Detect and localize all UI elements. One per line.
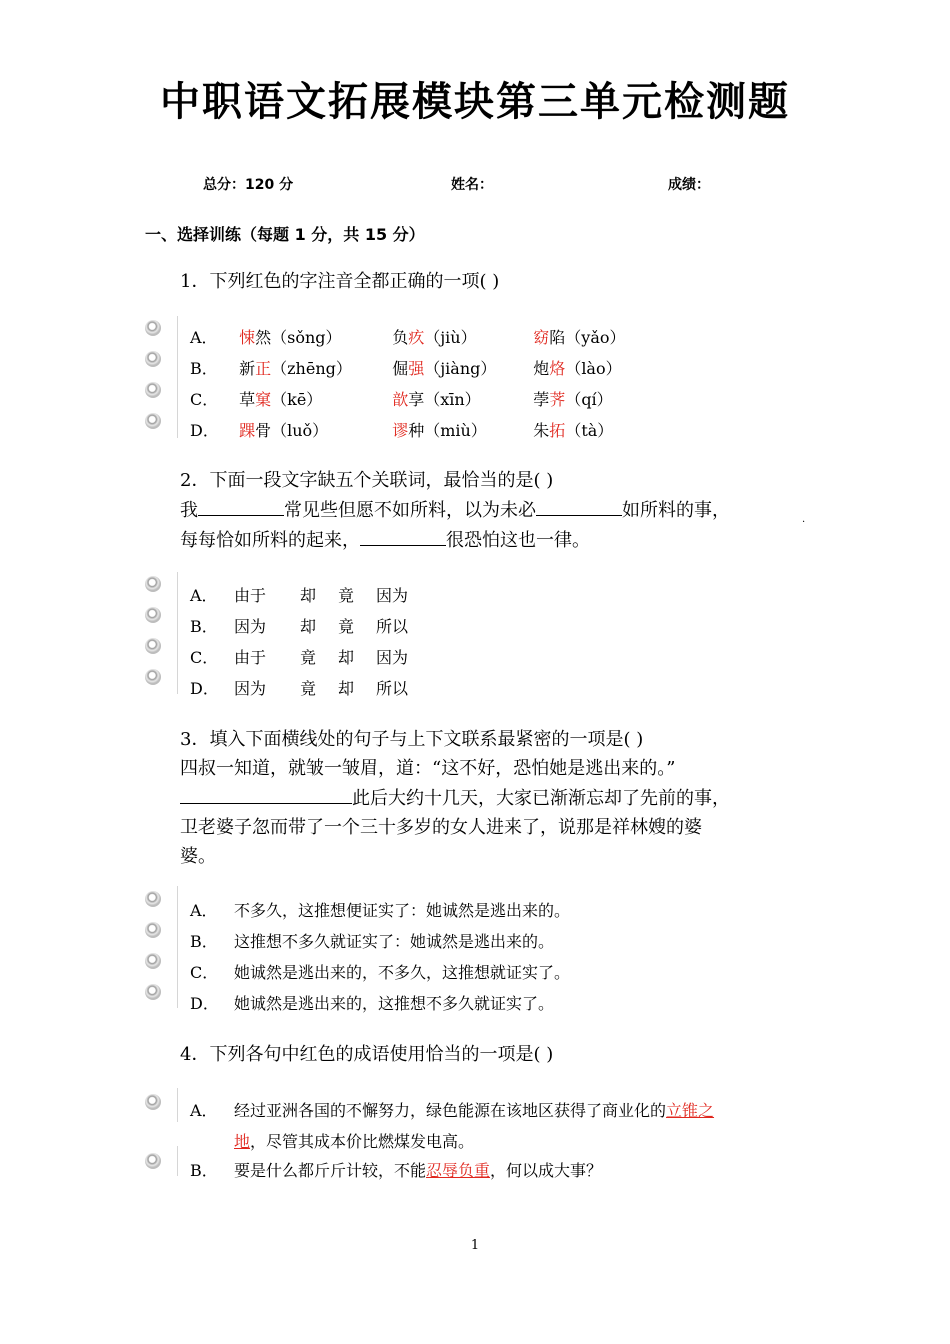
radio-option-d[interactable] <box>145 413 161 429</box>
passage-text: 每每恰如所料的起来， <box>180 530 360 551</box>
word: 竟 <box>338 617 355 636</box>
option-letter: C． <box>190 648 219 667</box>
word: 竟 <box>300 679 317 698</box>
page-title: 中职语文拓展模块第三单元检测题 <box>160 79 790 125</box>
plain-char: 新 <box>239 359 256 378</box>
red-char: 窈 <box>533 328 550 347</box>
option-row <box>190 926 554 957</box>
option-letter: C． <box>190 963 219 982</box>
word: 却 <box>300 586 317 605</box>
radio-option-d[interactable] <box>145 669 161 685</box>
red-char: 谬 <box>392 421 409 440</box>
red-idiom: 立锥之 <box>666 1101 715 1120</box>
plain-char: 负 <box>392 328 409 347</box>
question-2 <box>180 466 810 555</box>
passage-text: 如所料的事， <box>622 500 730 521</box>
option-row <box>190 353 622 384</box>
word: 却 <box>338 679 355 698</box>
question-passage <box>180 525 810 555</box>
word: 却 <box>300 617 317 636</box>
red-char: 荠 <box>549 390 566 409</box>
word: 竟 <box>300 648 317 667</box>
option-letter: B． <box>190 1161 218 1180</box>
option-row <box>190 673 408 704</box>
word: 因为 <box>234 679 267 698</box>
option-text: 她诚然是逃出来的，不多久，这推想就证实了。 <box>234 963 571 982</box>
radio-option-c[interactable] <box>145 638 161 654</box>
q2-radio-group <box>143 572 178 694</box>
pinyin-text: 然（sǒng） <box>255 328 342 347</box>
total-score-label: 总分：120 分 <box>203 177 294 193</box>
red-char: 踝 <box>239 421 256 440</box>
stray-mark: . <box>802 514 806 525</box>
question-stem: 4．下列各句中红色的成语使用恰当的一项是( ) <box>180 1044 554 1065</box>
option-row <box>190 1155 810 1186</box>
plain-char: 草 <box>239 390 256 409</box>
q4-radio-b-group <box>143 1146 178 1176</box>
passage-text: 此后大约十几天，大家已渐渐忘却了先前的事， <box>352 788 730 809</box>
section-heading: 一、选择训练（每题 1 分，共 15 分） <box>145 225 425 244</box>
q1-radio-group <box>143 316 178 438</box>
radio-option-b[interactable] <box>145 351 161 367</box>
radio-option-a[interactable] <box>145 1094 161 1110</box>
option-letter: A． <box>190 328 218 347</box>
question-stem: 2．下面一段文字缺五个关联词，最恰当的是( ) <box>180 470 554 491</box>
red-char: 强 <box>408 359 425 378</box>
radio-option-b[interactable] <box>145 607 161 623</box>
option-row <box>190 1095 810 1157</box>
plain-char: 荸 <box>533 390 550 409</box>
option-letter: C． <box>190 390 219 409</box>
answer-blank <box>198 495 284 516</box>
word: 竟 <box>338 586 355 605</box>
red-idiom: 忍辱负重 <box>426 1161 491 1180</box>
question-4 <box>180 1040 810 1069</box>
plain-char: 倔 <box>392 359 409 378</box>
option-text: 这推想不多久就证实了：她诚然是逃出来的。 <box>234 932 555 951</box>
question-stem: 3．填入下面横线处的句子与上下文联系最紧密的一项是( ) <box>180 729 644 750</box>
pinyin-text: 种（miù） <box>408 421 487 440</box>
option-letter: A． <box>190 901 218 920</box>
plain-char: 炮 <box>533 359 550 378</box>
passage-line: 婆。 <box>180 846 216 867</box>
red-char: 烙 <box>549 359 566 378</box>
q3-radio-group <box>143 886 178 1008</box>
word: 由于 <box>234 648 267 667</box>
passage-line: 四叔一知道，就皱一皱眉，道：“这不好，恐怕她是逃出来的。” <box>180 758 676 779</box>
pinyin-text: （qí） <box>565 390 613 409</box>
option-letter: B． <box>190 617 218 636</box>
option-letter: B． <box>190 359 218 378</box>
radio-option-b[interactable] <box>145 922 161 938</box>
pinyin-text: 陷（yǎo） <box>549 328 626 347</box>
passage-text: 常见些但愿不如所料，以为未必 <box>284 500 536 521</box>
option-row <box>190 988 554 1019</box>
answer-blank <box>536 495 622 516</box>
pinyin-text: 享（xīn） <box>408 390 481 409</box>
option-row <box>190 642 408 673</box>
option-text-part: ，何以成大事？ <box>490 1161 603 1180</box>
pinyin-text: （lào） <box>565 359 622 378</box>
answer-blank <box>180 783 352 804</box>
radio-option-a[interactable] <box>145 576 161 592</box>
plain-char: 朱 <box>533 421 550 440</box>
red-char: 拓 <box>549 421 566 440</box>
score-label: 成绩： <box>668 177 710 193</box>
option-row <box>190 957 570 988</box>
word: 因为 <box>376 586 409 605</box>
radio-option-a[interactable] <box>145 891 161 907</box>
pinyin-text: （jiàng） <box>424 359 497 378</box>
q4-radio-a-group <box>143 1088 178 1122</box>
word: 所以 <box>376 617 409 636</box>
passage-text: 很恐怕这也一律。 <box>446 530 590 551</box>
pinyin-text: （zhēng） <box>271 359 352 378</box>
radio-option-c[interactable] <box>145 382 161 398</box>
red-char: 正 <box>255 359 272 378</box>
radio-option-d[interactable] <box>145 984 161 1000</box>
radio-option-c[interactable] <box>145 953 161 969</box>
radio-option-a[interactable] <box>145 320 161 336</box>
option-text-part: ，尽管其成本价比燃煤发电高。 <box>250 1132 475 1151</box>
question-1 <box>180 267 810 296</box>
option-row <box>190 580 408 611</box>
radio-option-b[interactable] <box>145 1153 161 1169</box>
page-number: 1 <box>470 1238 480 1253</box>
option-row <box>190 895 570 926</box>
red-char: 疚 <box>408 328 425 347</box>
name-label: 姓名： <box>451 177 493 193</box>
question-3 <box>180 725 810 871</box>
option-letter: A． <box>190 1101 218 1120</box>
pinyin-text: （jiù） <box>424 328 477 347</box>
option-row <box>190 322 626 353</box>
answer-blank <box>360 525 446 546</box>
red-idiom: 地 <box>234 1132 251 1151</box>
question-passage <box>180 495 810 525</box>
passage-line: 卫老婆子忽而带了一个三十多岁的女人进来了，说那是祥林嫂的婆 <box>180 817 702 838</box>
option-text: 她诚然是逃出来的，这推想不多久就证实了。 <box>234 994 555 1013</box>
option-letter: A． <box>190 586 218 605</box>
pinyin-text: 骨（luǒ） <box>255 421 329 440</box>
option-text <box>234 1095 810 1157</box>
red-char: 悚 <box>239 328 256 347</box>
word: 因为 <box>376 648 409 667</box>
option-letter: D． <box>190 679 219 698</box>
option-letter: B． <box>190 932 218 951</box>
red-char: 歆 <box>392 390 409 409</box>
option-row <box>190 611 408 642</box>
word: 却 <box>338 648 355 667</box>
option-row <box>190 384 613 415</box>
option-letter: D． <box>190 421 219 440</box>
word: 因为 <box>234 617 267 636</box>
pinyin-text: （tà） <box>565 421 614 440</box>
option-row <box>190 415 613 446</box>
question-stem: 1．下列红色的字注音全都正确的一项( ) <box>180 271 500 292</box>
word: 由于 <box>234 586 267 605</box>
option-text: 不多久，这推想便证实了：她诚然是逃出来的。 <box>234 901 571 920</box>
option-text-part: 经过亚洲各国的不懈努力，绿色能源在该地区获得了商业化的 <box>234 1101 667 1120</box>
pinyin-text: （kē） <box>271 390 323 409</box>
word: 所以 <box>376 679 409 698</box>
passage-line <box>180 783 810 813</box>
option-text-part: 要是什么都斤斤计较，不能 <box>234 1161 427 1180</box>
option-letter: D． <box>190 994 219 1013</box>
passage-text: 我 <box>180 500 198 521</box>
red-char: 窠 <box>255 390 272 409</box>
